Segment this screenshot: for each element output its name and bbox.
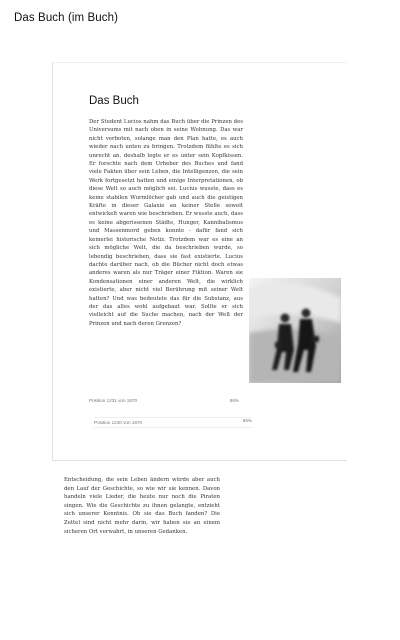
location-indicator — [94, 417, 252, 428]
book-page — [52, 62, 347, 461]
document-title: Das Buch (im Buch) — [14, 12, 119, 24]
location-percent: 66% — [242, 418, 252, 423]
location-indicator — [89, 398, 239, 403]
location-percent: 66% — [229, 398, 239, 403]
walking-men-photo — [249, 278, 341, 383]
location-label: Position 1231 von 1870 — [89, 398, 138, 403]
chapter-body-text: Der Student Lucios nahm das Buch über die Prinzen des Universums mit nach oben in seine Wohnung. Das war nicht verboten, solange man den Plan hatte, es auch wieder nach unten zu bringen. Trotzdem fühlte es sich unrecht an, deshalb legte er es unter sein Kopfkissen. Er forschte nach dem Urheber des Buches und fand viele Fakten über sein Leben, die Intelligenzen, die sein Werk fortgesetzt hatten und einige Interpretationen, ob diese Welt so auch möglich sei. Lucius wusste, dass es keine stabilen Wurmlöcher gab und auch die geistigen Kräfte in dieser Galaxie an keiner Stelle soweit entwickelt waren wie beschrieben. Er wusste auch, dass es keine abgerissenen Städte, Hunger, Kannibalismus und Massenmord geben konnte - dafür fand sich keinerlei historische Notiz. Trotzdem war es eine an sich mögliche Welt, die da beschrieben wurde, so lebendig beschrieben, dass sie fast existierte. Lucius dachte darüber nach, ob die Bücher nicht doch etwas anderes waren als nur Träger einer Fiktion. Waren sie Kondensationen einer anderen Welt, die wirklich existierte, aber nicht viel Berührung mit seiner Welt hatten? Und was bedeutete das für die Substanz, aus der das alles wohl aufgebaut war. Sollte er sich vielleicht auf die Suche machen, nach der Welt der Prinzen und nach deren Grenzen? — [89, 119, 243, 327]
location-label: Position 1240 von 1870 — [94, 420, 143, 425]
chapter-heading: Das Buch — [89, 95, 139, 107]
continuation-text: Entscheidung, die sein Leben ändern würde aber auch den Lauf der Geschichte, so wie wir sie kennen. Davon handeln viele Lieder, die heute nur noch die Piraten singen. Wie die Geschichte zu ihnen gelangte, entzieht sich unserer Kenntnis. Ob sie das Buch fanden? Die Zettel sind nicht mehr darin, wir haben sie an einem sicheren Ort verwahrt, in unseren Gedanken. — [64, 477, 220, 535]
walking-men-illustration — [249, 278, 341, 383]
